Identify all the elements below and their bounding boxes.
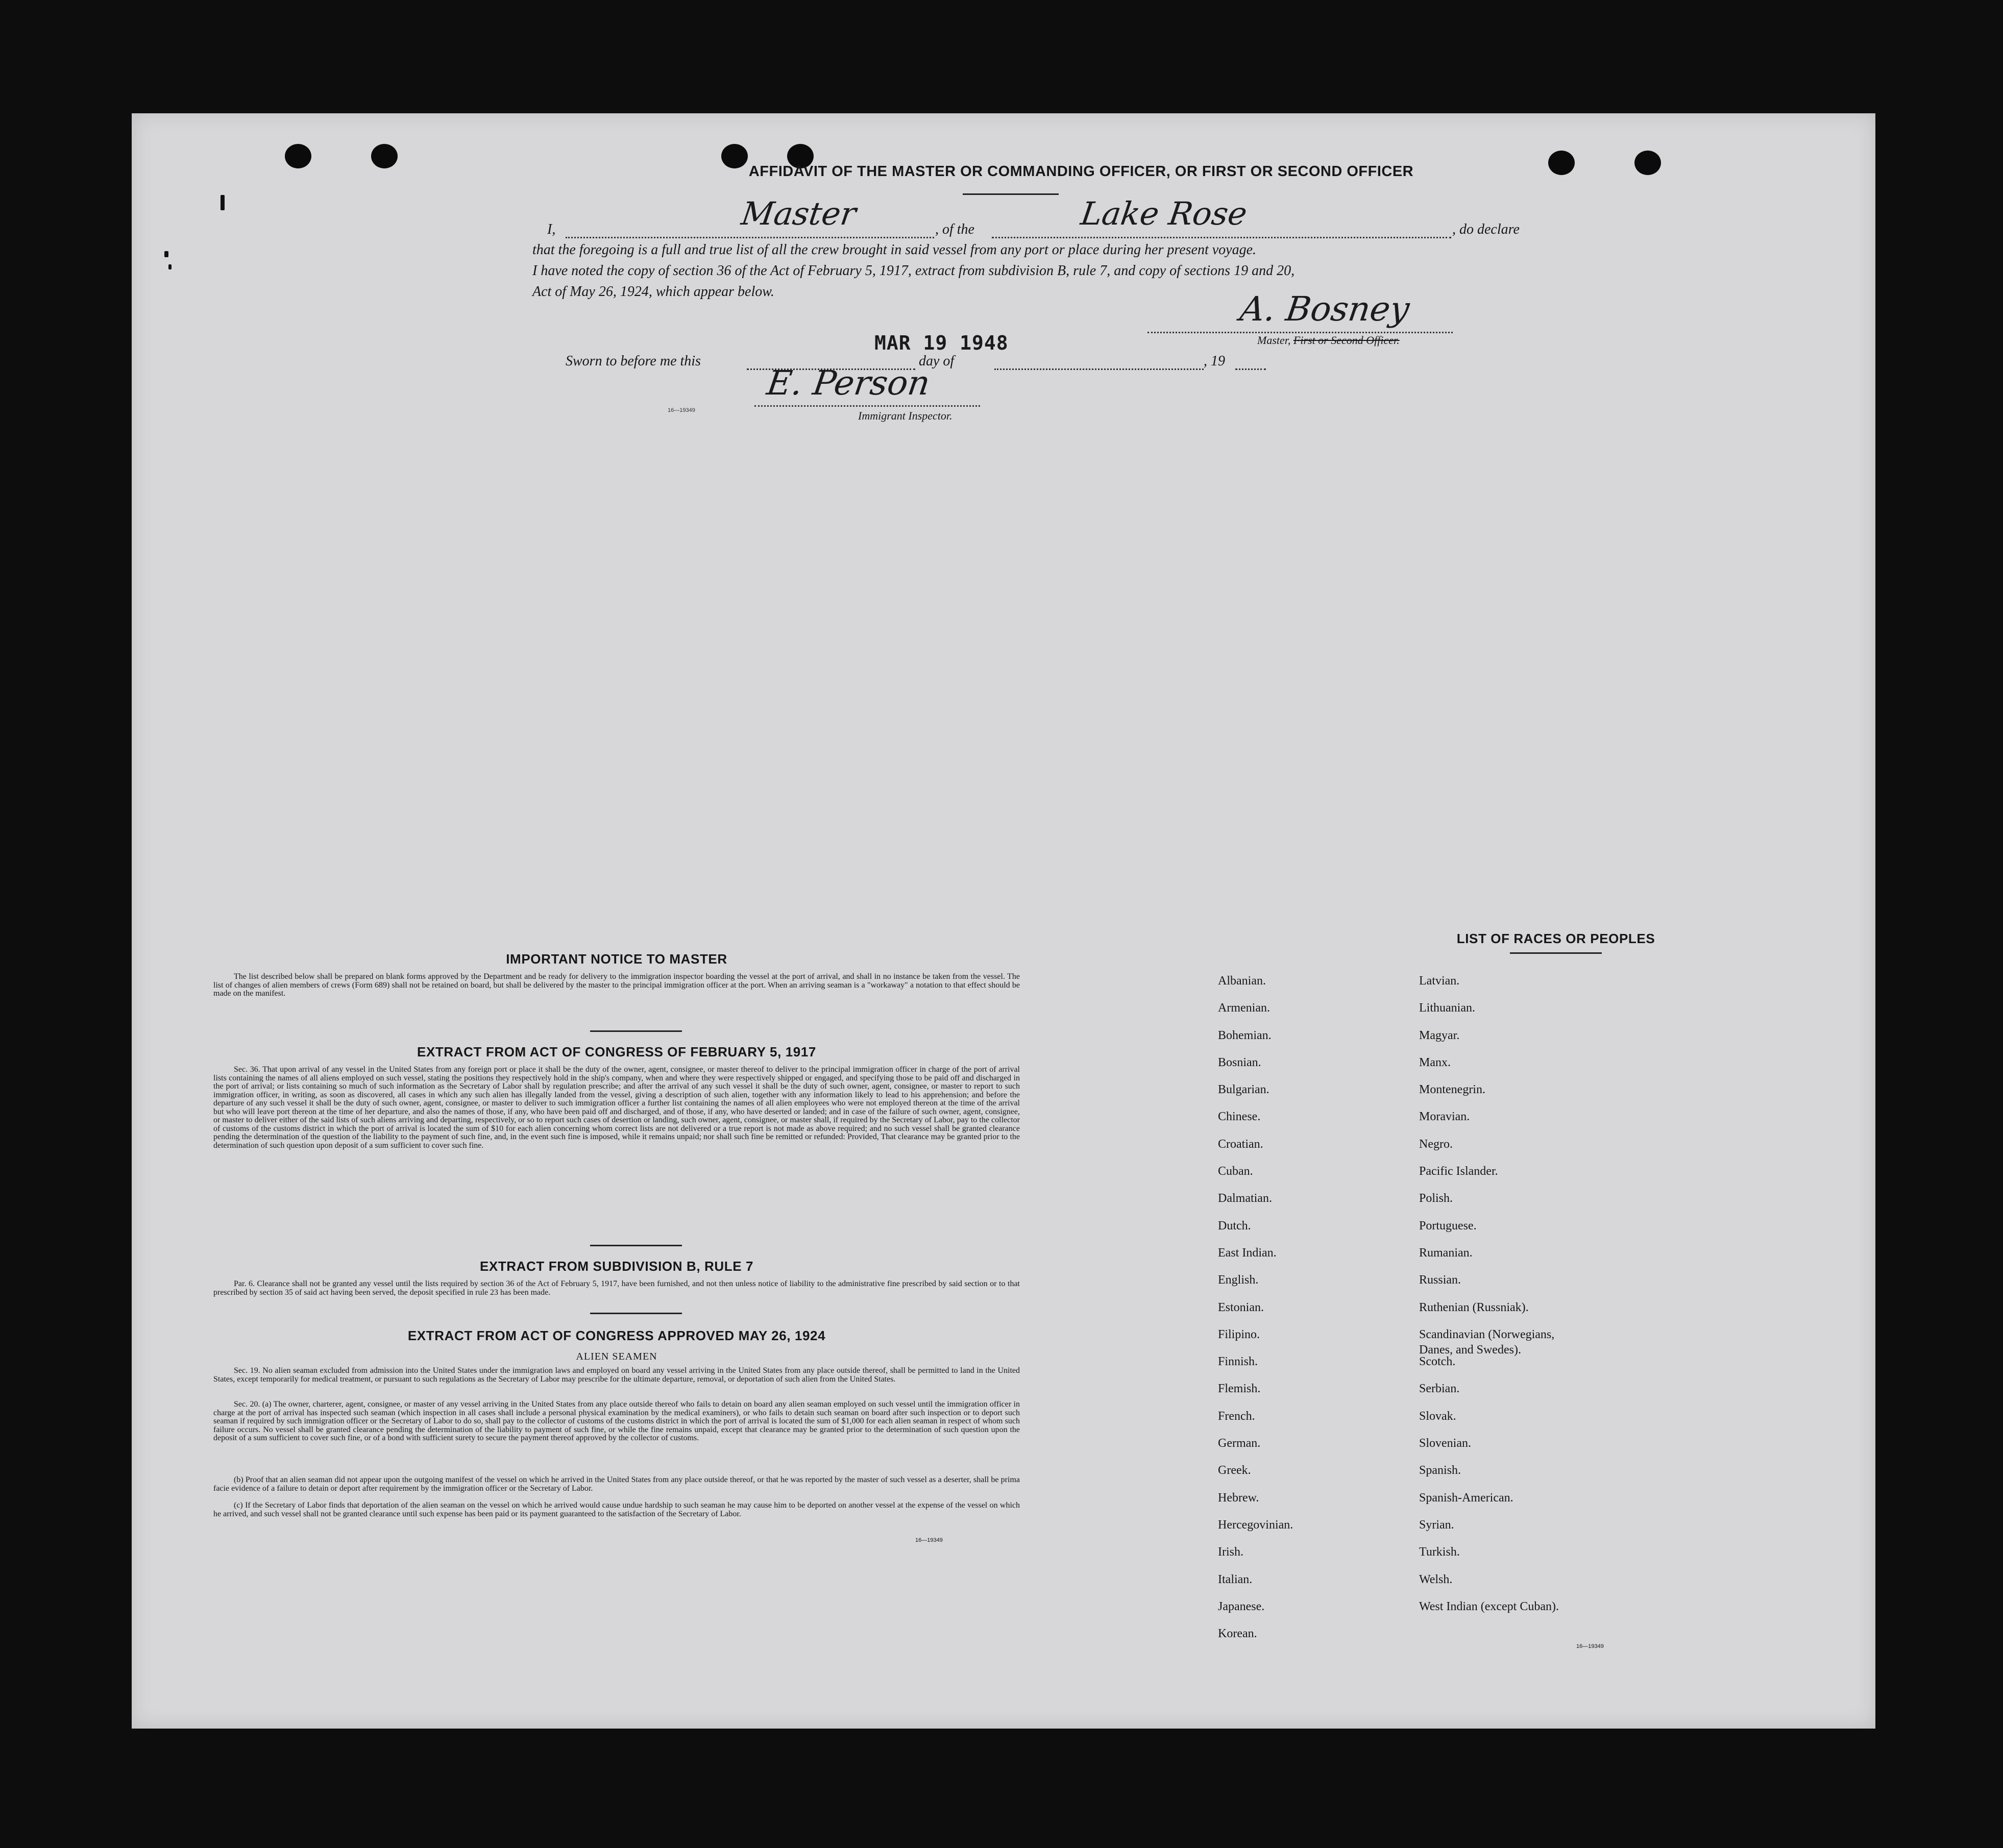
rule-7-title: EXTRACT FROM SUBDIVISION B, RULE 7 (479, 1259, 754, 1274)
vessel-handwritten: Lake Rose (1078, 195, 1250, 232)
race-item: Dutch. (1218, 1219, 1251, 1233)
act-1924-sec20c: (c) If the Secretary of Labor finds that deportation of the alien seaman on the vessel on which he arrived would cause undue hardship to such seaman he may cause him to be deported on another vessel at the expense of the vessel on which he arrived, and such vessel shall not be granted clearance until such expense has been paid or its payment guaranteed to the satisfaction of the Secretary of Labor. (213, 1501, 1020, 1518)
race-item: English. (1218, 1273, 1259, 1287)
act-1924-sec20b: (b) Proof that an alien seaman did not appear upon the outgoing manifest of the vessel on which he arrived in the United States from any place outside thereof, or that he was reported by the master of such vessel as a deserter, shall be prima facie evidence of a failure to detain or deport after requirement by the immigration officer or the Secretary of Labor. (213, 1475, 1020, 1493)
year-prefix: , 19 (1204, 353, 1225, 369)
inspector-signature: E. Person (764, 363, 933, 403)
signer-caption (1257, 334, 1400, 347)
act-1917-sec36: Sec. 36. That upon arrival of any vessel in the United States from any foreign port or place it shall be the duty of the owner, agent, consignee, or master thereof to deliver to the principal immigration officer in charge of the port of arrival lists containing the names of all aliens employed on such vessel, stating the positions they respectively hold in the ship's company, when and where they were respectively shipped or engaged, and specifying those to be paid off and discharged in the port of arrival; or lists containing so much of such information as the Secretary of Labor shall by regulation prescribe; and after the arrival of any such vessel it shall be the duty of such owner, agent, consignee, or master to report to such immigration officer, in writing, as soon as discovered, all cases in which any such alien has illegally landed from the vessel, giving a description of such alien, together with any information likely to lead to his apprehension; and before the departure of any such vessel it shall be the duty of such owner, agent, consignee, or master to deliver to such immigration officer a further list containing the names of all alien employees who were not employed thereon at the time of the arrival but who will leave port thereon at the time of her departure, and also the names of those, if any, who have been paid off and discharged, and of those, if any, who have deserted or landed; and in case of the failure of such owner, agent, consignee, or master to deliver either of the said lists of such aliens arriving and departing, respectively, or so to report such cases of desertion or landing, such owner, agent, consignee, or master shall, if required by the Secretary of Labor, pay to the collector of customs of the customs district in which the port of arrival is located the sum of $10 for each alien concerning whom correct lists are not delivered or a true report is not made as above required; and no such vessel shall be granted clearance pending the determination of the question of the liability to the payment of such fine, and, in the event such fine is imposed, while it remains unpaid; nor shall such fine be remitted or refunded: Provided, That clearance may be granted prior to the determination of such question upon deposit of a sum sufficient to cover such fine. (213, 1065, 1020, 1150)
race-item: Dalmatian. (1218, 1192, 1272, 1205)
role-line (566, 237, 934, 238)
document-sheet (132, 113, 1875, 1729)
races-right-column (1419, 973, 1559, 1626)
race-item: Hercegovinian. (1218, 1518, 1293, 1532)
alien-seamen-subtitle: ALIEN SEAMEN (576, 1351, 657, 1362)
race-item: French. (1218, 1409, 1255, 1423)
punch-hole (285, 144, 311, 168)
race-item: West Indian (except Cuban). (1419, 1599, 1559, 1613)
race-item: Finnish. (1218, 1355, 1258, 1369)
race-item: Bulgarian. (1218, 1083, 1269, 1097)
race-item: Lithuanian. (1419, 1001, 1475, 1015)
race-item: Pacific Islander. (1419, 1165, 1498, 1178)
races-title: LIST OF RACES OR PEOPLES (1456, 931, 1655, 946)
race-item: Japanese. (1218, 1599, 1265, 1613)
race-item: Polish. (1419, 1192, 1453, 1205)
rule-7-text: Par. 6. Clearance shall not be granted any vessel until the lists required by section 36 of the Act of February 5, 1917, have been furnished, and not then unless notice of liability to the administrative fine prescribed by said section or to that prescribed by section 35 of said act having been served, the deposit specified in rule 23 has been made. (213, 1279, 1020, 1297)
affidavit-title-rule (963, 193, 1059, 195)
race-item: Scandinavian (Norwegians, Danes, and Swedes). (1419, 1327, 1555, 1357)
race-item: Welsh. (1419, 1572, 1453, 1586)
race-item: Korean. (1218, 1627, 1257, 1641)
race-item: Portuguese. (1419, 1219, 1477, 1233)
race-item: Slovenian. (1419, 1437, 1471, 1450)
race-item: East Indian. (1218, 1246, 1277, 1260)
sworn-year-line (1235, 368, 1266, 370)
races-form-number: 16—19349 (1576, 1643, 1604, 1649)
race-item: Slovak. (1419, 1409, 1456, 1423)
race-item: Latvian. (1419, 974, 1460, 988)
race-item: Cuban. (1218, 1165, 1253, 1178)
race-item: Spanish. (1419, 1464, 1461, 1477)
race-item: Italian. (1218, 1572, 1253, 1586)
race-item: Irish. (1218, 1545, 1243, 1559)
race-item: Greek. (1218, 1464, 1251, 1477)
edge-mark (168, 264, 172, 269)
affidavit-line-2: that the foregoing is a full and true list of all the crew brought in said vessel from any port or place during her present voyage. (532, 242, 1257, 258)
race-item: Negro. (1419, 1137, 1453, 1151)
day-of-label: day of (919, 353, 955, 369)
act-1924-sec19: Sec. 19. No alien seaman excluded from admission into the United States under the immigration laws and employed on board any vessel arriving in the United States from any place outside thereof, shall be permitted to land in the United States, except temporarily for medical treatment, or pursuant to such regulations as the Secretary of Labor may prescribe for the ultimate departure, removal, or deportation of such alien from the United States. (213, 1366, 1020, 1384)
race-item: Turkish. (1419, 1545, 1460, 1559)
races-title-rule (1510, 952, 1602, 954)
punch-hole (1548, 151, 1575, 175)
race-item: German. (1218, 1437, 1261, 1450)
section-rule (590, 1313, 682, 1314)
signer-caption-master: Master, (1257, 334, 1291, 347)
affidavit-i-label: I, (547, 221, 556, 237)
punch-hole (1634, 151, 1661, 175)
race-item: Syrian. (1419, 1518, 1454, 1532)
race-item: Bosnian. (1218, 1055, 1261, 1069)
race-item: Spanish-American. (1419, 1491, 1513, 1505)
sworn-month-line (994, 368, 1204, 370)
race-item: Bohemian. (1218, 1028, 1272, 1042)
role-handwritten: Master (739, 195, 859, 232)
inspector-line (754, 405, 980, 407)
race-item: Estonian. (1218, 1300, 1264, 1314)
do-declare-label: , do declare (1452, 221, 1520, 237)
edge-mark (221, 195, 225, 210)
act-1917-title: EXTRACT FROM ACT OF CONGRESS OF FEBRUARY 5, 1917 (417, 1044, 816, 1059)
signer-caption-struck: First or Second Officer. (1293, 334, 1400, 347)
race-item: Ruthenian (Russniak). (1419, 1300, 1529, 1314)
act-1924-sec20a: Sec. 20. (a) The owner, charterer, agent, consignee, or master of any vessel arriving in the United States from any place outside thereof who fails to detain on board any alien seaman employed on such vessel until the immigration officer in charge at the port of arrival has inspected such seaman (which inspection in all cases shall include a personal physical examination by the medical examiners), or who fails to detain such seaman on board after such inspection or to deport such seaman if required by such immigration officer or the Secretary of Labor to do so, shall pay to the collector of customs of the customs district in which the port of arrival is located the sum of $1,000 for each alien seaman in respect of whom such failure occurs. No vessel shall be granted clearance pending the determination of the liability to payment of such fine, or while the fine remains unpaid, except that clearance may be granted prior to the determination of such question upon the deposit of a sum sufficient to cover such fine, or of a bond with sufficient surety to secure the payment thereof approved by the collector of customs. (213, 1400, 1020, 1442)
signature-line (1147, 332, 1453, 333)
of-the-label: , of the (935, 221, 974, 237)
edge-mark (164, 251, 168, 257)
race-item: Magyar. (1419, 1028, 1460, 1042)
race-item: Moravian. (1419, 1110, 1470, 1124)
race-item: Albanian. (1218, 974, 1266, 988)
race-item: Filipino. (1218, 1327, 1260, 1341)
race-item: Chinese. (1218, 1110, 1261, 1124)
race-item: Montenegrin. (1419, 1083, 1485, 1097)
act-1924-title: EXTRACT FROM ACT OF CONGRESS APPROVED MAY 26, 1924 (407, 1328, 826, 1343)
race-item: Armenian. (1218, 1001, 1270, 1015)
section-rule (590, 1030, 682, 1032)
affidavit-form-number: 16—19349 (668, 407, 695, 413)
affidavit-line-4: Act of May 26, 1924, which appear below. (532, 284, 774, 300)
race-item: Croatian. (1218, 1137, 1263, 1151)
race-item: Manx. (1419, 1055, 1451, 1069)
inspector-caption: Immigrant Inspector. (858, 409, 952, 422)
race-item: Hebrew. (1218, 1491, 1259, 1505)
section-rule (590, 1245, 682, 1246)
act-1924-form-number: 16—19349 (915, 1537, 943, 1543)
date-stamp: MAR 19 1948 (874, 332, 1009, 354)
race-item: Serbian. (1419, 1382, 1460, 1396)
notice-text: The list described below shall be prepared on blank forms approved by the Department and be ready for delivery to the immigration inspector boarding the vessel at the port of arrival, and shall in no instance be taken from the vessel. The list of changes of alien members of crews (Form 689) shall not be retained on board, but shall be delivered by the master to the principal immigration officer at the port. When an arriving seaman is a "workaway" a notation to that effect should be made on the manifest. (213, 972, 1020, 998)
race-item: Rumanian. (1419, 1246, 1473, 1260)
race-item: Russian. (1419, 1273, 1461, 1287)
race-item: Scotch. (1419, 1355, 1456, 1369)
race-item: Flemish. (1218, 1382, 1261, 1396)
affidavit-line-3: I have noted the copy of section 36 of the Act of February 5, 1917, extract from subdivision B, rule 7, and copy of sections 19 and 20, (532, 263, 1295, 279)
sworn-label: Sworn to before me this (566, 353, 701, 369)
affidavit-title: AFFIDAVIT OF THE MASTER OR COMMANDING OFFICER, OR FIRST OR SECOND OFFICER (748, 163, 1414, 180)
vessel-line (992, 237, 1451, 238)
notice-title: IMPORTANT NOTICE TO MASTER (506, 951, 727, 967)
races-left-column (1218, 973, 1293, 1653)
punch-hole (371, 144, 398, 168)
master-signature: A. Bosney (1237, 289, 1412, 329)
